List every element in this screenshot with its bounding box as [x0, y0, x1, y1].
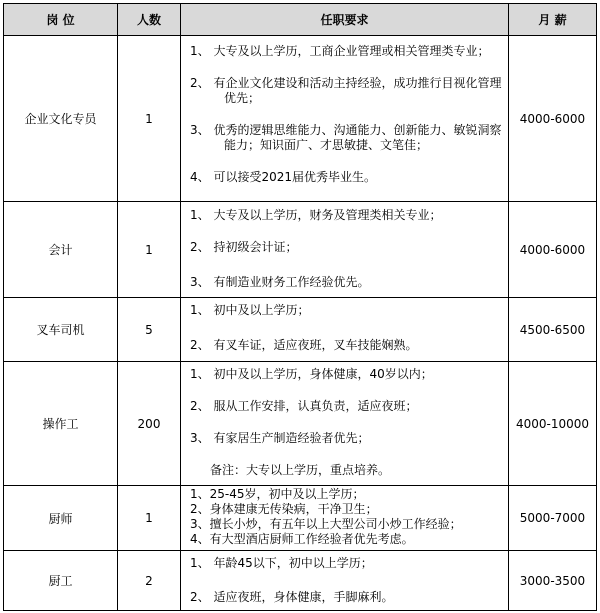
salary-cell: 4500-6500	[509, 298, 597, 362]
job-table	[3, 3, 597, 611]
count-cell: 200	[118, 362, 181, 486]
position-cell: 厨师	[4, 486, 118, 551]
salary-cell: 5000-7000	[509, 486, 597, 551]
requirement-line: 1、 初中及以上学历，身体健康，40岁以内；	[190, 367, 433, 381]
position-cell: 操作工	[4, 362, 118, 486]
requirement-line: 2、 有企业文化建设和活动主持经验，成功推行目视化管理	[190, 76, 502, 90]
salary-cell: 3000-3500	[509, 551, 597, 611]
count-cell: 5	[118, 298, 181, 362]
requirement-line: 3、 优秀的逻辑思维能力、沟通能力、创新能力、敏锐洞察	[190, 123, 502, 137]
requirement-line: 2、 有叉车证，适应夜班，叉车技能娴熟。	[190, 338, 418, 352]
requirements-cell	[181, 202, 509, 298]
requirements-cell	[181, 486, 509, 551]
requirement-line: 2、 持初级会计证；	[190, 240, 298, 254]
requirement-line: 2、 服从工作安排，认真负责，适应夜班；	[190, 399, 418, 413]
position-cell: 会计	[4, 202, 118, 298]
header-position: 岗 位	[4, 4, 118, 36]
remark-line: 备注：大专以上学历，重点培养。	[210, 463, 391, 477]
requirement-line: 2、 适应夜班，身体健康，手脚麻利。	[190, 590, 394, 604]
requirement-line: 3、 有家居生产制造经验者优先；	[190, 431, 370, 445]
salary-cell: 4000-6000	[509, 36, 597, 202]
count-cell: 1	[118, 486, 181, 551]
requirement-line: 2、身体建康无传染病，干净卫生；	[190, 502, 378, 516]
salary-cell: 4000-6000	[509, 202, 597, 298]
position-cell: 叉车司机	[4, 298, 118, 362]
position-cell: 厨工	[4, 551, 118, 611]
count-cell: 1	[118, 202, 181, 298]
requirement-line: 4、 可以接受2021届优秀毕业生。	[190, 170, 376, 184]
header-row	[4, 4, 597, 36]
requirements-cell	[181, 298, 509, 362]
requirement-line: 1、 大专及以上学历，财务及管理类相关专业；	[190, 208, 442, 222]
requirement-line: 3、擅长小炒，有五年以上大型公司小炒工作经验；	[190, 517, 462, 531]
table-row	[4, 202, 597, 298]
table-row	[4, 298, 597, 362]
header-count: 人数	[118, 4, 181, 36]
header-requirements: 任职要求	[181, 4, 509, 36]
table-row	[4, 486, 597, 551]
requirement-line: 优先；	[224, 91, 261, 105]
requirement-line: 能力；知识面广、才思敏捷、文笔佳；	[224, 138, 429, 152]
table-row	[4, 551, 597, 611]
requirement-line: 3、 有制造业财务工作经验优先。	[190, 275, 370, 289]
requirement-line: 1、 初中及以上学历；	[190, 303, 310, 317]
salary-cell: 4000-10000	[509, 362, 597, 486]
header-salary: 月 薪	[509, 4, 597, 36]
table-row	[4, 36, 597, 202]
count-cell: 2	[118, 551, 181, 611]
requirements-cell	[181, 551, 509, 611]
requirement-line: 4、有大型酒店厨师工作经验者优先考虑。	[190, 532, 414, 546]
requirement-line: 1、25-45岁，初中及以上学历；	[190, 487, 365, 501]
requirement-line: 1、 大专及以上学历，工商企业管理或相关管理类专业；	[190, 44, 490, 58]
position-cell: 企业文化专员	[4, 36, 118, 202]
count-cell: 1	[118, 36, 181, 202]
requirements-cell	[181, 36, 509, 202]
requirements-cell	[181, 362, 509, 486]
table-row	[4, 362, 597, 486]
requirement-line: 1、 年龄45以下，初中以上学历；	[190, 556, 373, 570]
